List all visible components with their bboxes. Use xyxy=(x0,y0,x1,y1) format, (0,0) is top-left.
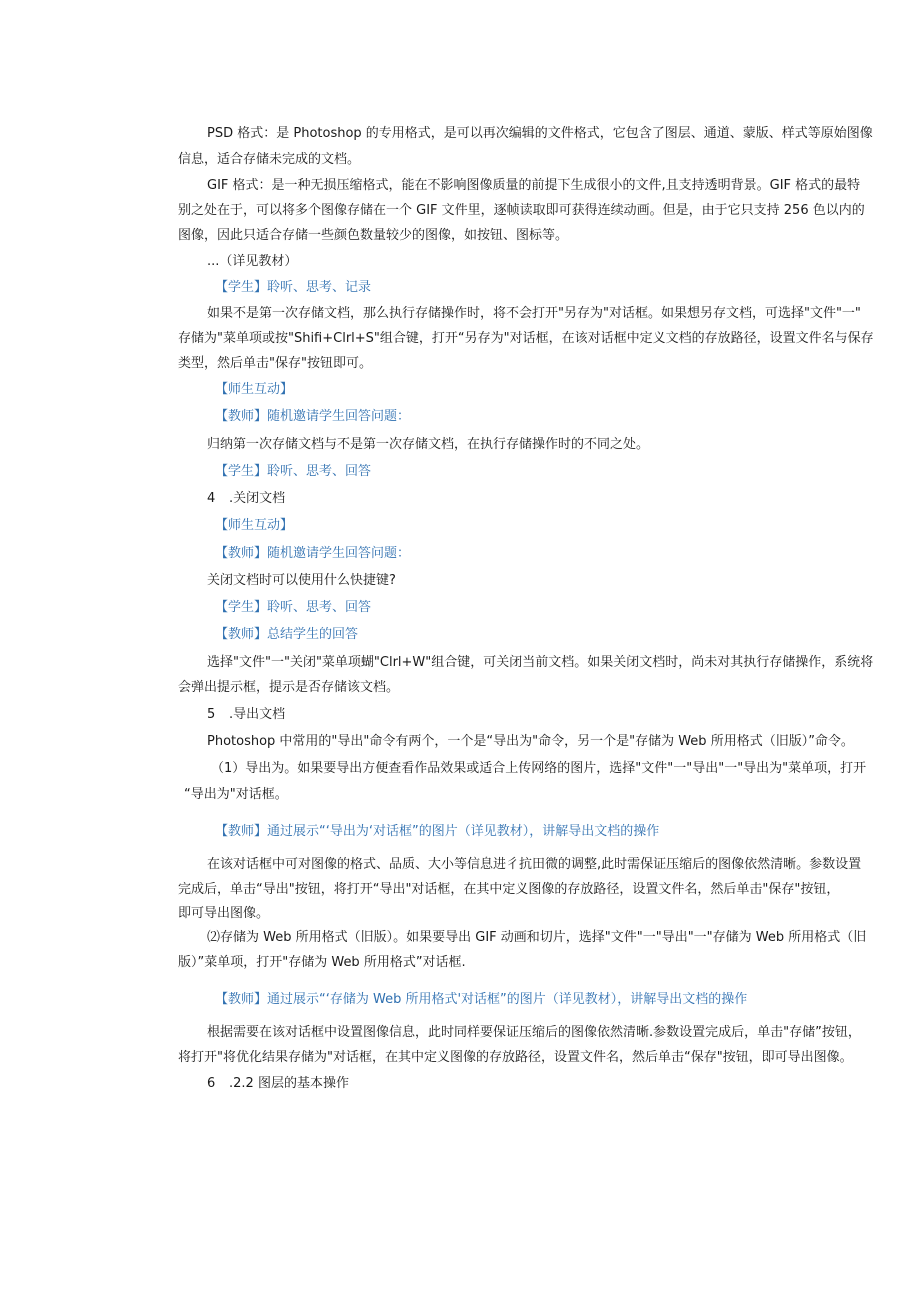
paragraph-save-as-line-1: 如果不是第一次存储文档，那么执行存储操作时，将不会打开"另存为"对话框。如果想另存文档，可选择"文件"一" xyxy=(207,306,861,321)
see-textbook-note: ...（详见教材） xyxy=(207,254,298,269)
paragraph-save-web-line-1: ⑵存储为 Web 所用格式（旧版）。如果要导出 GIF 动画和切片，选择"文件"一"导出"一"存储为 Web 所用格式（旧 xyxy=(207,930,867,945)
paragraph-save-as-line-2: 存储为"菜单项或按"Shifi+Clrl+S"组合键，打开“另存为"对话框，在该对话框中定义文档的存放路径，设置文件名与保存 xyxy=(178,331,874,346)
student-answer: 【学生】聆听、思考、回答 xyxy=(215,464,372,479)
section-6-number: 6 xyxy=(207,1076,216,1091)
teacher-demo-save-web: 【教师】通过展示“‘存储为 Web 所用格式'对话框”的图片（详见教材），讲解导出文档的操作 xyxy=(215,992,748,1007)
section-5-number: 5 xyxy=(207,707,216,722)
question-text: 归纳第一次存储文档与不是第一次存储文档，在执行存储操作时的不同之处。 xyxy=(207,437,650,452)
paragraph-save-web-detail-line-1: 根据需要在该对话框中设置图像信息，此时同样要保证压缩后的图像依然清晰.参数设置完成后，单击"存储”按钮， xyxy=(207,1025,861,1040)
paragraph-save-web-line-2: 版）”菜单项，打开"存储为 Web 所用格式”对话框. xyxy=(178,955,466,970)
section-6-title: .2.2 图层的基本操作 xyxy=(229,1076,349,1091)
question-text: 关闭文档时可以使用什么快捷键? xyxy=(207,573,396,588)
paragraph-gif-line-2: 别之处在于，可以将多个图像存储在一个 GIF 文件里，逐帧读取即可获得连续动画。但是，由于它只支持 256 色以内的 xyxy=(178,203,865,218)
teacher-question-prompt: 【教师】随机邀请学生回答问题： xyxy=(215,546,411,561)
teacher-student-interaction: 【师生互动】 xyxy=(215,382,294,397)
teacher-student-interaction: 【师生互动】 xyxy=(215,518,294,533)
paragraph-save-as-line-3: 类型，然后单击"保存"按钮即可。 xyxy=(178,356,372,371)
teacher-question-prompt: 【教师】随机邀请学生回答问题： xyxy=(215,409,411,424)
paragraph-psd-line-2: 信息，适合存储未完成的文档。 xyxy=(178,152,361,167)
paragraph-gif-line-3: 图像，因此只适合存储一些颜色数量较少的图像，如按钮、图标等。 xyxy=(178,228,569,243)
paragraph-save-web-detail-line-2: 将打开"将优化结果存储为"对话框，在其中定义图像的存放路径，设置文件名，然后单击“保存"按钮，即可导出图像。 xyxy=(178,1050,853,1065)
paragraph-close-line-2: 会弹出提示框，提示是否存储该文档。 xyxy=(178,680,400,695)
section-5-title: .导出文档 xyxy=(229,707,286,722)
paragraph-export-as-line-1: （1）导出为。如果要导出方便查看作品效果或适合上传网络的图片，选择"文件"一"导出"一"导出为"菜单项，打开 xyxy=(211,761,867,776)
teacher-demo-export: 【教师】通过展示“‘导出为‘对话框”的图片（详见教材），讲解导出文档的操作 xyxy=(215,824,660,839)
section-4-number: 4 xyxy=(207,491,216,506)
paragraph-close-line-1: 选择"文件"一"关闭"菜单项蝴"Clrl+W"组合键，可关闭当前文档。如果关闭文档时，尚未对其执行存储操作，系统将 xyxy=(207,655,874,670)
paragraph-export-detail-line-1: 在该对话框中可对图像的格式、品质、大小等信息进彳抗田微的调整,此时需保证压缩后的图像依然清晰。参数设置 xyxy=(207,857,862,872)
student-listen-record: 【学生】聆听、思考、记录 xyxy=(215,280,372,295)
student-answer: 【学生】聆听、思考、回答 xyxy=(215,600,372,615)
paragraph-export-detail-line-3: 即可导出图像。 xyxy=(178,906,270,921)
section-4-title: .关闭文档 xyxy=(229,491,286,506)
paragraph-export-detail-line-2: 完成后，单击“导出"按钮，将打开“导出"对话框，在其中定义图像的存放路径，设置文件名，然后单击"保存"按钮， xyxy=(178,882,840,897)
teacher-summary: 【教师】总结学生的回答 xyxy=(215,627,359,642)
export-intro: Photoshop 中常用的"导出"命令有两个，一个是“导出为"命令，另一个是"存储为 Web 所用格式（旧版）”命令。 xyxy=(207,734,854,749)
paragraph-psd-line-1: PSD 格式：是 Photoshop 的专用格式，是可以再次编辑的文件格式，它包含了图层、通道、蒙版、样式等原始图像 xyxy=(207,126,873,141)
paragraph-export-as-line-2: “导出为"对话框。 xyxy=(184,787,288,802)
paragraph-gif-line-1: GIF 格式：是一种无损压缩格式，能在不影响图像质量的前提下生成很小的文件,且支持透明背景。GIF 格式的最特 xyxy=(207,178,861,193)
